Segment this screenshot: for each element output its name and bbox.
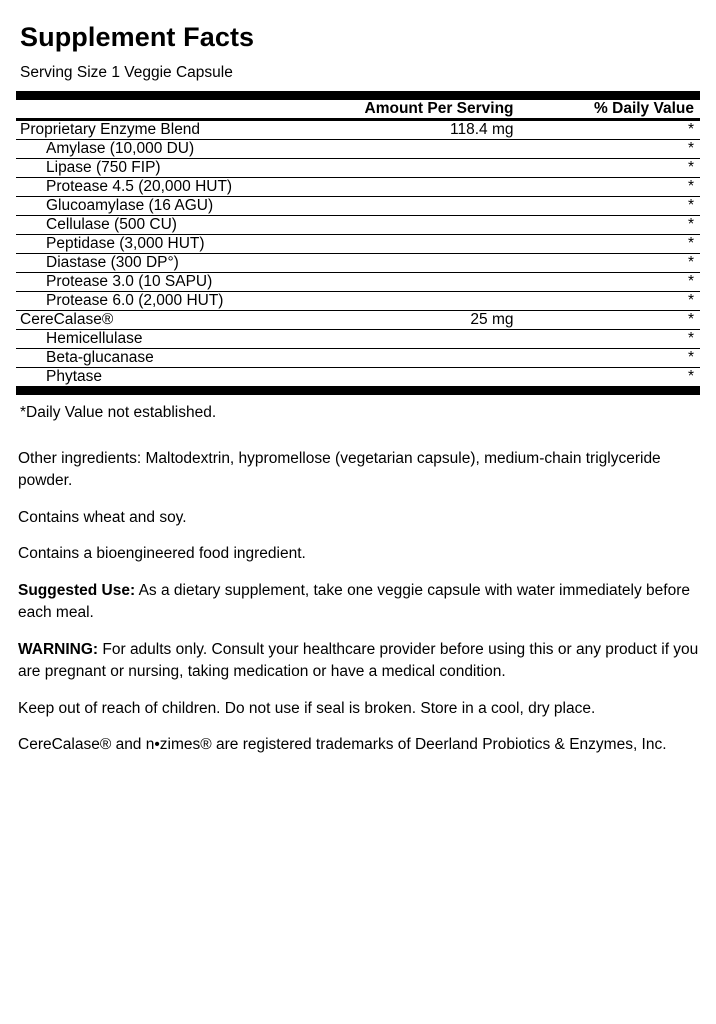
header-amount: Amount Per Serving	[364, 99, 514, 117]
row-name: Glucoamylase (16 AGU)	[16, 196, 358, 215]
daily-value-footnote: *Daily Value not established.	[20, 403, 217, 421]
row-name: Protease 3.0 (10 SAPU)	[16, 272, 358, 291]
row-name: Amylase (10,000 DU)	[16, 139, 358, 158]
table-row	[16, 329, 700, 348]
table-row	[16, 291, 700, 310]
row-daily-value: *	[550, 310, 700, 329]
nutrition-table	[16, 100, 700, 118]
row-name: CereCalase®	[16, 310, 358, 329]
row-amount	[358, 253, 550, 272]
header-name	[16, 100, 358, 118]
row-name: Phytase	[46, 367, 103, 385]
panel-top-rule	[16, 91, 700, 100]
row-amount	[358, 272, 550, 291]
row-amount	[358, 177, 550, 196]
row-amount: 25 mg	[358, 310, 550, 329]
row-amount: 118.4 mg	[358, 121, 550, 140]
table-row	[16, 158, 700, 177]
product-details	[16, 448, 706, 757]
row-amount	[358, 139, 550, 158]
row-daily-value: *	[550, 158, 700, 177]
row-daily-value: *	[550, 348, 700, 367]
row-name: Lipase (750 FIP)	[16, 158, 358, 177]
row-amount	[358, 329, 550, 348]
panel-bottom-rule	[16, 386, 700, 395]
row-name: Protease 6.0 (2,000 HUT)	[16, 291, 358, 310]
table-row	[16, 348, 700, 367]
warning-label: WARNING:	[18, 640, 99, 658]
row-daily-value: *	[550, 253, 700, 272]
row-name: Beta-glucanase	[16, 348, 358, 367]
row-daily-value: *	[550, 234, 700, 253]
table-row	[16, 272, 700, 291]
row-amount	[358, 196, 550, 215]
row-daily-value: *	[550, 215, 700, 234]
table-row	[16, 139, 700, 158]
table-row	[16, 367, 700, 386]
table-header-row	[16, 100, 700, 118]
suggested-use-label: Suggested Use:	[18, 581, 136, 599]
row-amount	[358, 234, 550, 253]
row-amount	[358, 291, 550, 310]
suggested-use-text: As a dietary supplement, take one veggie capsule with water immediately before each meal.	[18, 581, 690, 622]
table-row	[16, 310, 700, 329]
table-row	[16, 196, 700, 215]
warning	[18, 639, 704, 684]
table-row	[16, 234, 700, 253]
allergen-statement: Contains wheat and soy.	[18, 508, 187, 526]
row-daily-value: *	[550, 272, 700, 291]
row-name: Proprietary Enzyme Blend	[16, 121, 358, 140]
row-daily-value: *	[687, 367, 694, 385]
row-daily-value: *	[550, 177, 700, 196]
suggested-use	[18, 580, 704, 625]
row-name: Diastase (300 DP°)	[16, 253, 358, 272]
storage-statement: Keep out of reach of children. Do not use if seal is broken. Store in a cool, dry place.	[18, 699, 596, 717]
row-daily-value: *	[550, 121, 700, 140]
header-daily-value: % Daily Value	[594, 99, 694, 117]
trademark-statement: CereCalase® and n•zimes® are registered trademarks of Deerland Probiotics & Enzymes, Inc.	[18, 736, 667, 754]
panel-title: Supplement Facts	[20, 22, 255, 52]
row-amount	[358, 348, 550, 367]
table-row	[16, 253, 700, 272]
row-daily-value: *	[550, 291, 700, 310]
table-row	[16, 121, 700, 140]
row-daily-value: *	[550, 139, 700, 158]
row-amount	[358, 367, 550, 386]
row-name: Peptidase (3,000 HUT)	[16, 234, 358, 253]
nutrition-rows	[16, 121, 700, 386]
row-daily-value: *	[550, 196, 700, 215]
warning-text: For adults only. Consult your healthcare provider before using this or any product if you are pregnant or nursing, taking medication or have a medical condition.	[18, 640, 699, 681]
row-amount	[358, 215, 550, 234]
row-name: Protease 4.5 (20,000 HUT)	[16, 177, 358, 196]
row-daily-value: *	[550, 329, 700, 348]
other-ingredients: Other ingredients: Maltodextrin, hypromellose (vegetarian capsule), medium-chain triglyceride powder.	[18, 449, 661, 490]
row-amount	[358, 158, 550, 177]
bioengineered-statement: Contains a bioengineered food ingredient.	[18, 545, 306, 563]
table-row	[16, 177, 700, 196]
row-name: Cellulase (500 CU)	[16, 215, 358, 234]
row-name: Hemicellulase	[16, 329, 358, 348]
supplement-facts-panel	[16, 22, 700, 422]
serving-size: Serving Size 1 Veggie Capsule	[20, 64, 233, 82]
table-row	[16, 215, 700, 234]
